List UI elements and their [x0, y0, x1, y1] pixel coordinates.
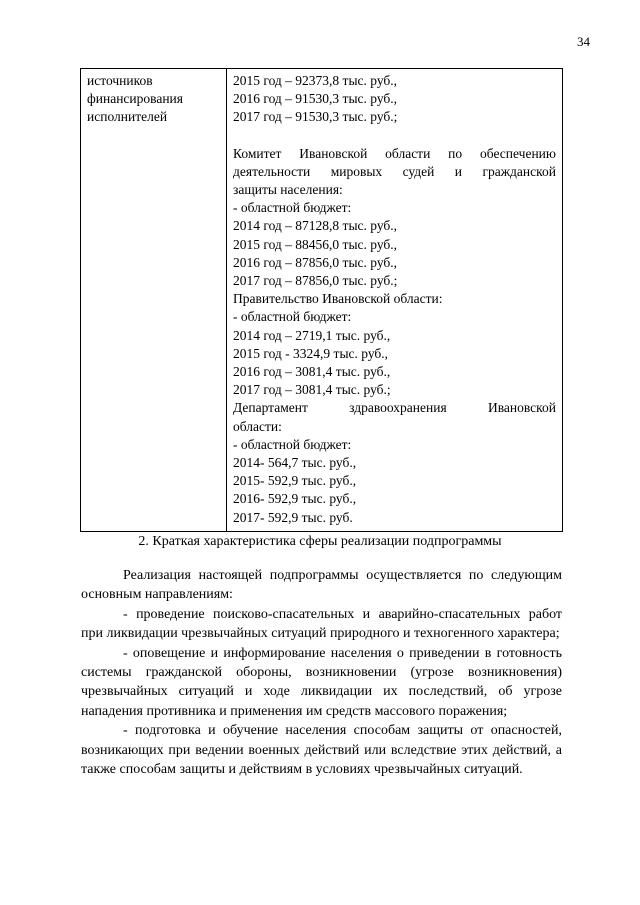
- paragraph: - подготовка и обучение населения способам защиты от опасностей, возникающих при ведении военных действий или вследствие этих действий, а также способам защиты и действиям в условиях чрезвычайных ситуаций.: [81, 723, 562, 778]
- year-line: 2015- 592,9 тыс. руб.,: [233, 473, 357, 489]
- year-line: 2016 год – 87856,0 тыс. руб.,: [233, 254, 398, 270]
- label-cell: [81, 69, 227, 532]
- paragraph: - проведение поисково-спасательных и аварийно-спасательных работ при ликвидации чрезвычайных ситуаций природного и техногенного характера;: [81, 606, 562, 642]
- section-heading: 2. Краткая характеристика сферы реализации подпрограммы: [138, 534, 502, 549]
- year-line: 2014 год – 2719,1 тыс. руб.,: [233, 327, 391, 343]
- year-line: 2016 год – 3081,4 тыс. руб.,: [233, 364, 391, 380]
- year-line: 2014- 564,7 тыс. руб.,: [233, 455, 357, 471]
- year-line: 2015 год – 88456,0 тыс. руб.,: [233, 236, 398, 252]
- value-cell: [227, 69, 563, 532]
- label-line: финансирования: [87, 91, 183, 107]
- table-row: [81, 69, 563, 532]
- year-line: 2015 год - 3324,9 тыс. руб.,: [233, 345, 389, 361]
- paragraph: - оповещение и информирование населения о приведении в готовность системы гражданской обороны, возникновении (угрозе возникновения) чрезвычайных ситуаций и ходе ликвидации их последствий, об угрозе нападения противника и применения им средств массового поражения;: [81, 645, 562, 719]
- health-title-line: области:: [233, 418, 282, 434]
- year-line: 2017- 592,9 тыс. руб.: [233, 509, 353, 525]
- health-title-line: Департамент здравоохранения Ивановской: [233, 400, 556, 416]
- year-line: 2015 год – 92373,8 тыс. руб.,: [233, 73, 398, 88]
- year-line: 2017 год – 91530,3 тыс. руб.;: [233, 109, 398, 125]
- year-line: 2017 год – 3081,4 тыс. руб.;: [233, 382, 391, 398]
- year-line: 2014 год – 87128,8 тыс. руб.,: [233, 218, 398, 234]
- committee-title-line: деятельности мировых судей и гражданской: [233, 163, 556, 179]
- budget-line: - областной бюджет:: [233, 200, 352, 216]
- year-line: 2017 год – 87856,0 тыс. руб.;: [233, 273, 398, 289]
- government-title: Правительство Ивановской области:: [233, 291, 443, 307]
- budget-line: - областной бюджет:: [233, 309, 352, 325]
- label-line: исполнителей: [87, 109, 168, 125]
- year-line: 2016- 592,9 тыс. руб.,: [233, 491, 357, 507]
- label-line: источников: [87, 73, 153, 88]
- section-body: [81, 566, 562, 779]
- page-number: 34: [577, 34, 590, 49]
- committee-title-line: защиты населения:: [233, 182, 343, 198]
- financing-table: [80, 68, 563, 532]
- budget-line: - областной бюджет:: [233, 436, 352, 452]
- year-line: 2016 год – 91530,3 тыс. руб.,: [233, 91, 398, 107]
- committee-title-line: Комитет Ивановской области по обеспечению: [233, 145, 556, 161]
- paragraph: Реализация настоящей подпрограммы осуществляется по следующим основным направлениям:: [81, 568, 562, 603]
